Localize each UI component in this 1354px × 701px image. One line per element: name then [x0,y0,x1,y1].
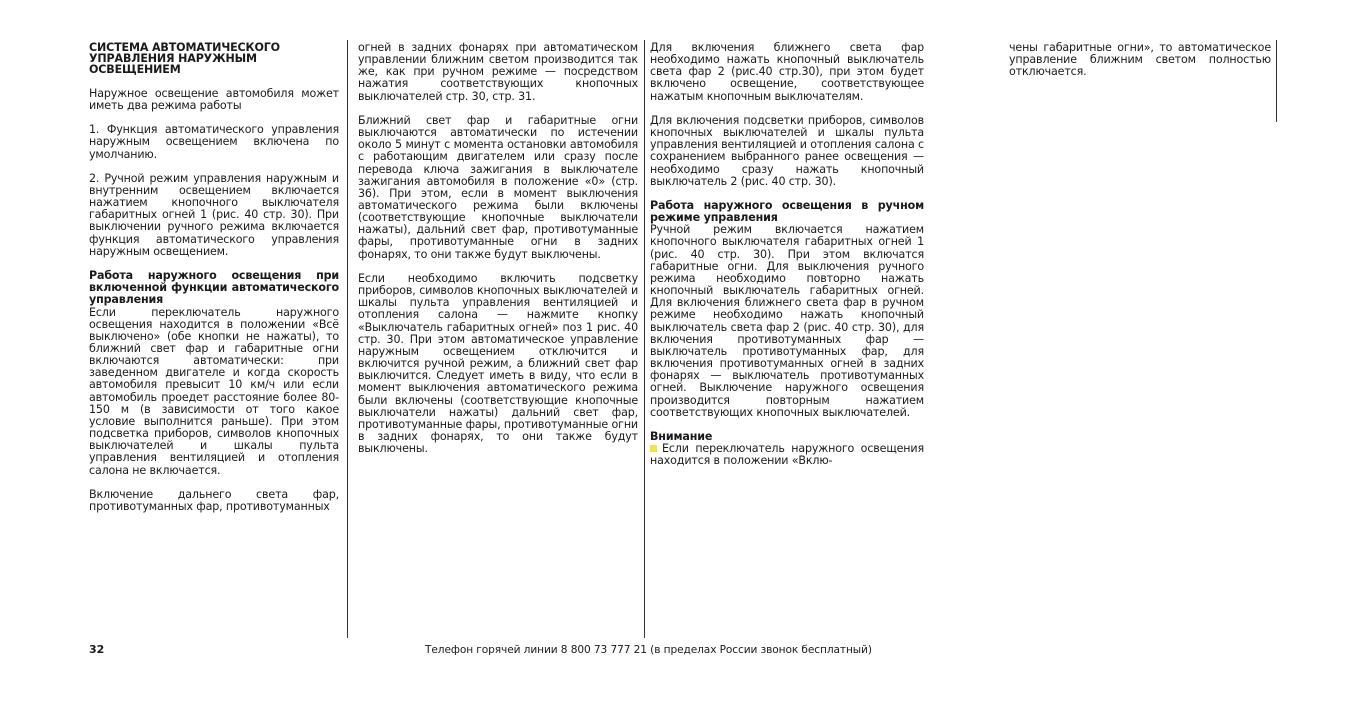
footer-hotline: Телефон горячей линии 8 800 73 777 21 (в пределах России звонок бесплатный) [425,644,872,656]
paragraph: Ближний свет фар и габаритные огни выключаются автоматически по истечении около 5 минут с момента остановки автомобиля с работающим двигателем или сразу после перевода ключа зажигания в выключателе зажигания автомобиля в положение «0» (стр. 36). При этом, если в момент выключения автоматического режима были включены (соответствующие кнопочные выключатели нажаты), дальний свет фар, противотуманные фары, противотуманные огни в задних фонарях, то они также будут выключены. [358,113,638,261]
paragraph: Включение дальнего света фар, противотуманных фар, противотуманных [89,487,339,513]
paragraph: Для включения подсветки приборов, символов кнопочных выключателей и шкалы пульта управления вентиляцией и отопления салона с сохранением выбранного ранее освещения — необходимо сразу нажать кнопочный выключатель 2 (рис. 40 стр. 30). [650,113,924,188]
bullet-text: Если переключатель наружного освещения находится в положении «Вклю- [650,442,924,468]
text-column-4 [1009,42,1271,78]
column-divider-2 [644,40,645,638]
subsection-heading: Работа наружного освещения при включенной функции автоматического управления [89,269,339,307]
subsection-heading: Работа наружного освещения в ручном режиме управления [650,199,924,225]
paragraph: Для включения ближнего света фар необходимо нажать кнопочный выключатель света фар 2 (рис.40 стр.30), при этом будет включено освещение, соответствующее нажатым кнопочным выключателям. [650,41,924,103]
section-heading: СИСТЕМА АВТОМАТИЧЕСКОГО УПРАВЛЕНИЯ НАРУЖНЫМ ОСВЕЩЕНИЕМ [89,41,280,77]
text-column-3 [650,42,924,467]
bullet-square-icon [650,445,657,452]
bullet-item [650,443,924,467]
attention-heading: Внимание [650,429,713,443]
paragraph: 2. Ручной режим управления наружным и внутренним освещением включается нажатием кнопочного выключателя габаритных огней 1 (рис. 40 стр. 30). При выключении ручного режима включается функция автоматического управления наружным освещением. [89,171,339,258]
paragraph: 1. Функция автоматического управления наружным освещением включена по умолчанию. [89,123,339,161]
paragraph: чены габаритные огни», то автоматическое управление ближним светом полностью отключается. [1009,41,1271,79]
page-number: 32 [89,643,105,656]
text-column-2 [358,42,638,455]
text-column-1 [89,42,339,513]
column-divider-3 [1276,40,1277,122]
paragraph: огней в задних фонарях при автоматическом управлении ближним светом производится так же, как при ручном режиме — посредством нажатия соответствующих кнопочных выключателей стр. 30, стр. 31. [358,41,638,103]
column-divider-1 [347,40,348,638]
paragraph: Наружное освещение автомобиля может иметь два режима работы [89,86,339,112]
paragraph: Если необходимо включить подсветку приборов, символов кнопочных выключателей и шкалы пульта управления вентиляцией и отопления салона — нажмите кнопку «Выключатель габаритных огней» поз 1 рис. 40 стр. 30. При этом автоматическое управление наружным освещением отключится и включится ручной режим, а ближний свет фар выключится. Следует иметь в виду, что если в момент выключения автоматического режима были включены (соответствующие кнопочные выключатели нажаты) дальний свет фар, противотуманные фары, противотуманные огни в задних фонарях, то они также будут выключены. [358,271,638,456]
paragraph: Ручной режим включается нажатием кнопочного выключателя габаритных огней 1 (рис. 40 стр. 30). При этом включатся габаритные огни. Для выключения ручного режима необходимо повторно нажать кнопочный выключатель габаритных огней. Для включения ближнего света фар в ручном режиме необходимо нажать кнопочный выключатель света фар 2 (рис. 40 стр. 30), для включения противотуманных фар — выключатель противотуманных фар, для включения противотуманных огней в задних фонарях — выключатель противотуманных огней. Выключение наружного освещения производится повторным нажатием соответствующих кнопочных выключателей. [650,223,924,419]
paragraph: Если переключатель наружного освещения находится в положении «Всё выключено» (обе кнопки не нажаты), то ближний свет фар и габаритные огни включаются автоматически: при заведенном двигателе и когда скорость автомобиля превысит 10 км/ч или если автомобиль проедет расстояние более 80-150 м (в зависимости от того какое условие выполнится раньше). При этом подсветка приборов, символов кнопочных выключателей и шкалы пульта управления вентиляцией и отопления салона не включается. [89,305,339,477]
